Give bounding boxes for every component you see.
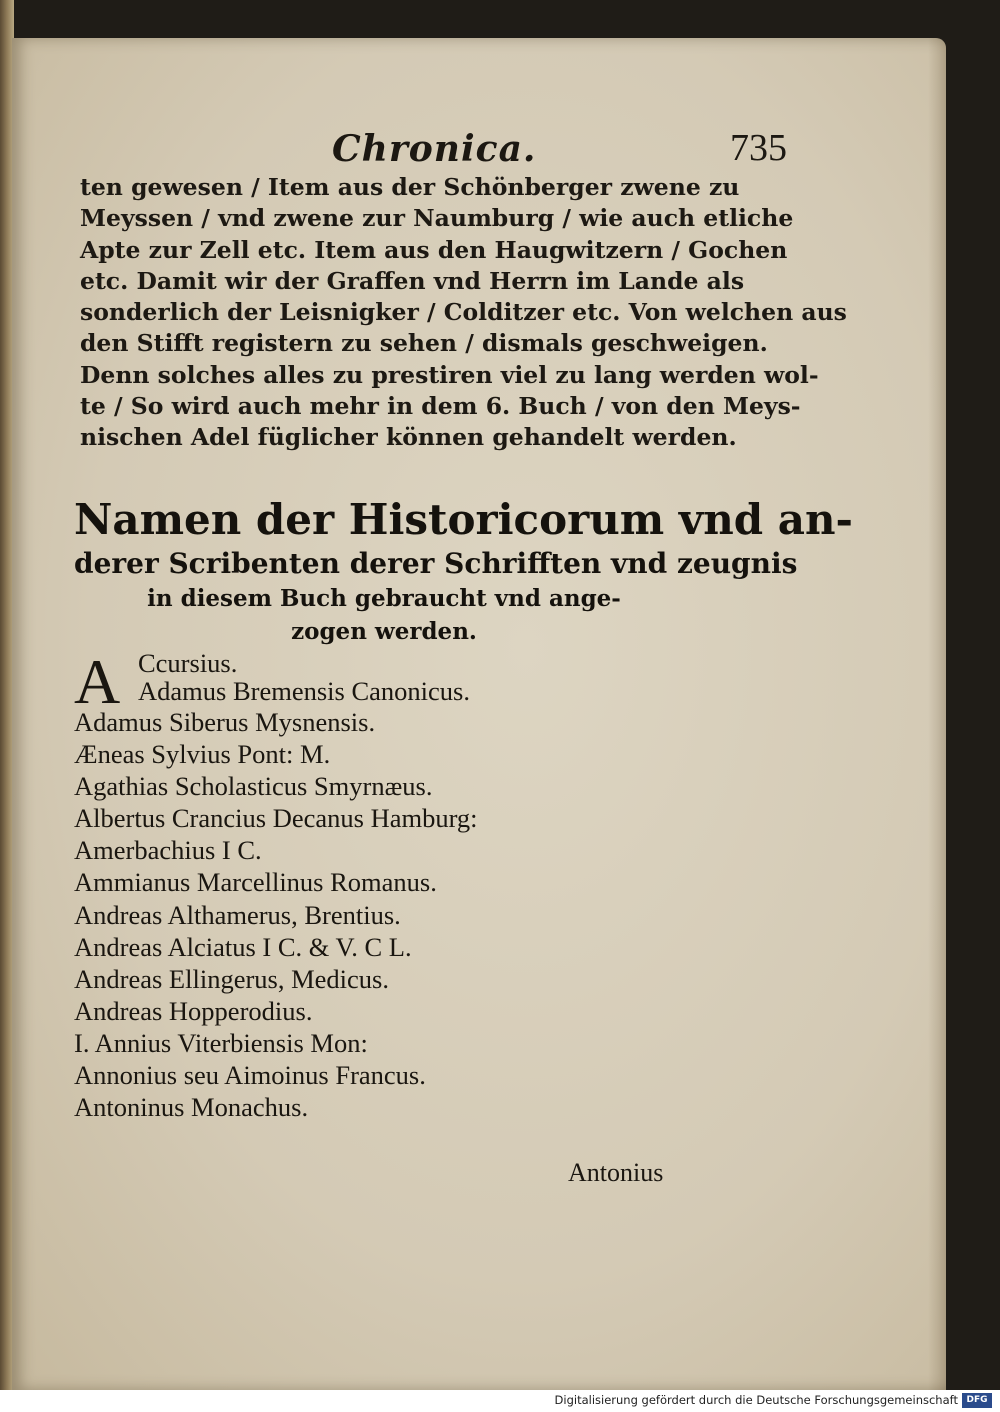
section-heading-line: in diesem Buch gebraucht vnd ange- (147, 585, 621, 612)
author-list-item: Andreas Hopperodius. (74, 995, 313, 1026)
running-title: Chronica. (332, 128, 537, 170)
footer-bar (0, 1390, 1000, 1412)
catchword: Antonius (568, 1158, 664, 1187)
body-line: Denn solches alles zu prestiren viel zu lang werden wol- (80, 360, 819, 389)
author-list-item: Andreas Ellingerus, Medicus. (74, 963, 389, 994)
author-list-item: Adamus Siberus Mysnensis. (74, 707, 376, 737)
section-heading-line: zogen werden. (291, 618, 477, 645)
author-list-item: Æneas Sylvius Pont: M. (74, 739, 331, 770)
author-list-item: Andreas Alciatus I C. & V. C L. (74, 931, 412, 962)
body-paragraph (80, 172, 847, 454)
body-line: nischen Adel füglicher können gehandelt werden. (80, 423, 737, 452)
footer-credit: Digitalisierung gefördert durch die Deutsche Forschungsgemeinschaft (554, 1393, 958, 1407)
body-line: etc. Damit wir der Graffen vnd Herrn im Lande als (80, 266, 745, 295)
dfg-logo-icon: DFG (962, 1393, 992, 1408)
drop-cap: A (74, 646, 121, 717)
body-line: Apte zur Zell etc. Item aus den Haugwitzern / Gochen (80, 235, 788, 264)
author-list-item: Ammianus Marcellinus Romanus. (74, 867, 437, 898)
page-edge-shade (928, 38, 946, 1390)
author-list-item (74, 646, 774, 717)
body-line: sonderlich der Leisnigker / Colditzer etc. Von welchen aus (80, 298, 847, 327)
author-name: Adamus Bremensis Canonicus. (138, 676, 470, 706)
author-list-item: Amerbachius I C. (74, 835, 262, 866)
author-list-item: Antoninus Monachus. (74, 1092, 309, 1123)
author-list-item: Agathias Scholasticus Smyrnæus. (74, 771, 433, 802)
section-heading-line: derer Scribenten derer Schrifften vnd zeugnis (74, 547, 798, 580)
author-name: Ccursius. (138, 648, 238, 678)
body-line: ten gewesen / Item aus der Schönberger zwene zu (80, 173, 740, 201)
author-list (74, 648, 774, 1123)
page-number: 735 (730, 127, 787, 169)
book-page (12, 38, 946, 1390)
section-heading-line: Namen der Historicorum vnd an- (74, 495, 853, 544)
author-list-item: I. Annius Viterbiensis Mon: (74, 1027, 368, 1058)
author-list-item: Albertus Crancius Decanus Hamburg: (74, 803, 478, 834)
author-list-item: Andreas Althamerus, Brentius. (74, 899, 401, 930)
body-line: den Stifft registern zu sehen / dismals geschweigen. (80, 329, 768, 358)
author-list-item: Annonius seu Aimoinus Francus. (74, 1060, 426, 1091)
body-line: Meyssen / vnd zwene zur Naumburg / wie auch etliche (80, 204, 794, 233)
body-line: te / So wird auch mehr in dem 6. Buch / von den Meys- (80, 392, 801, 421)
section-heading (74, 494, 853, 648)
